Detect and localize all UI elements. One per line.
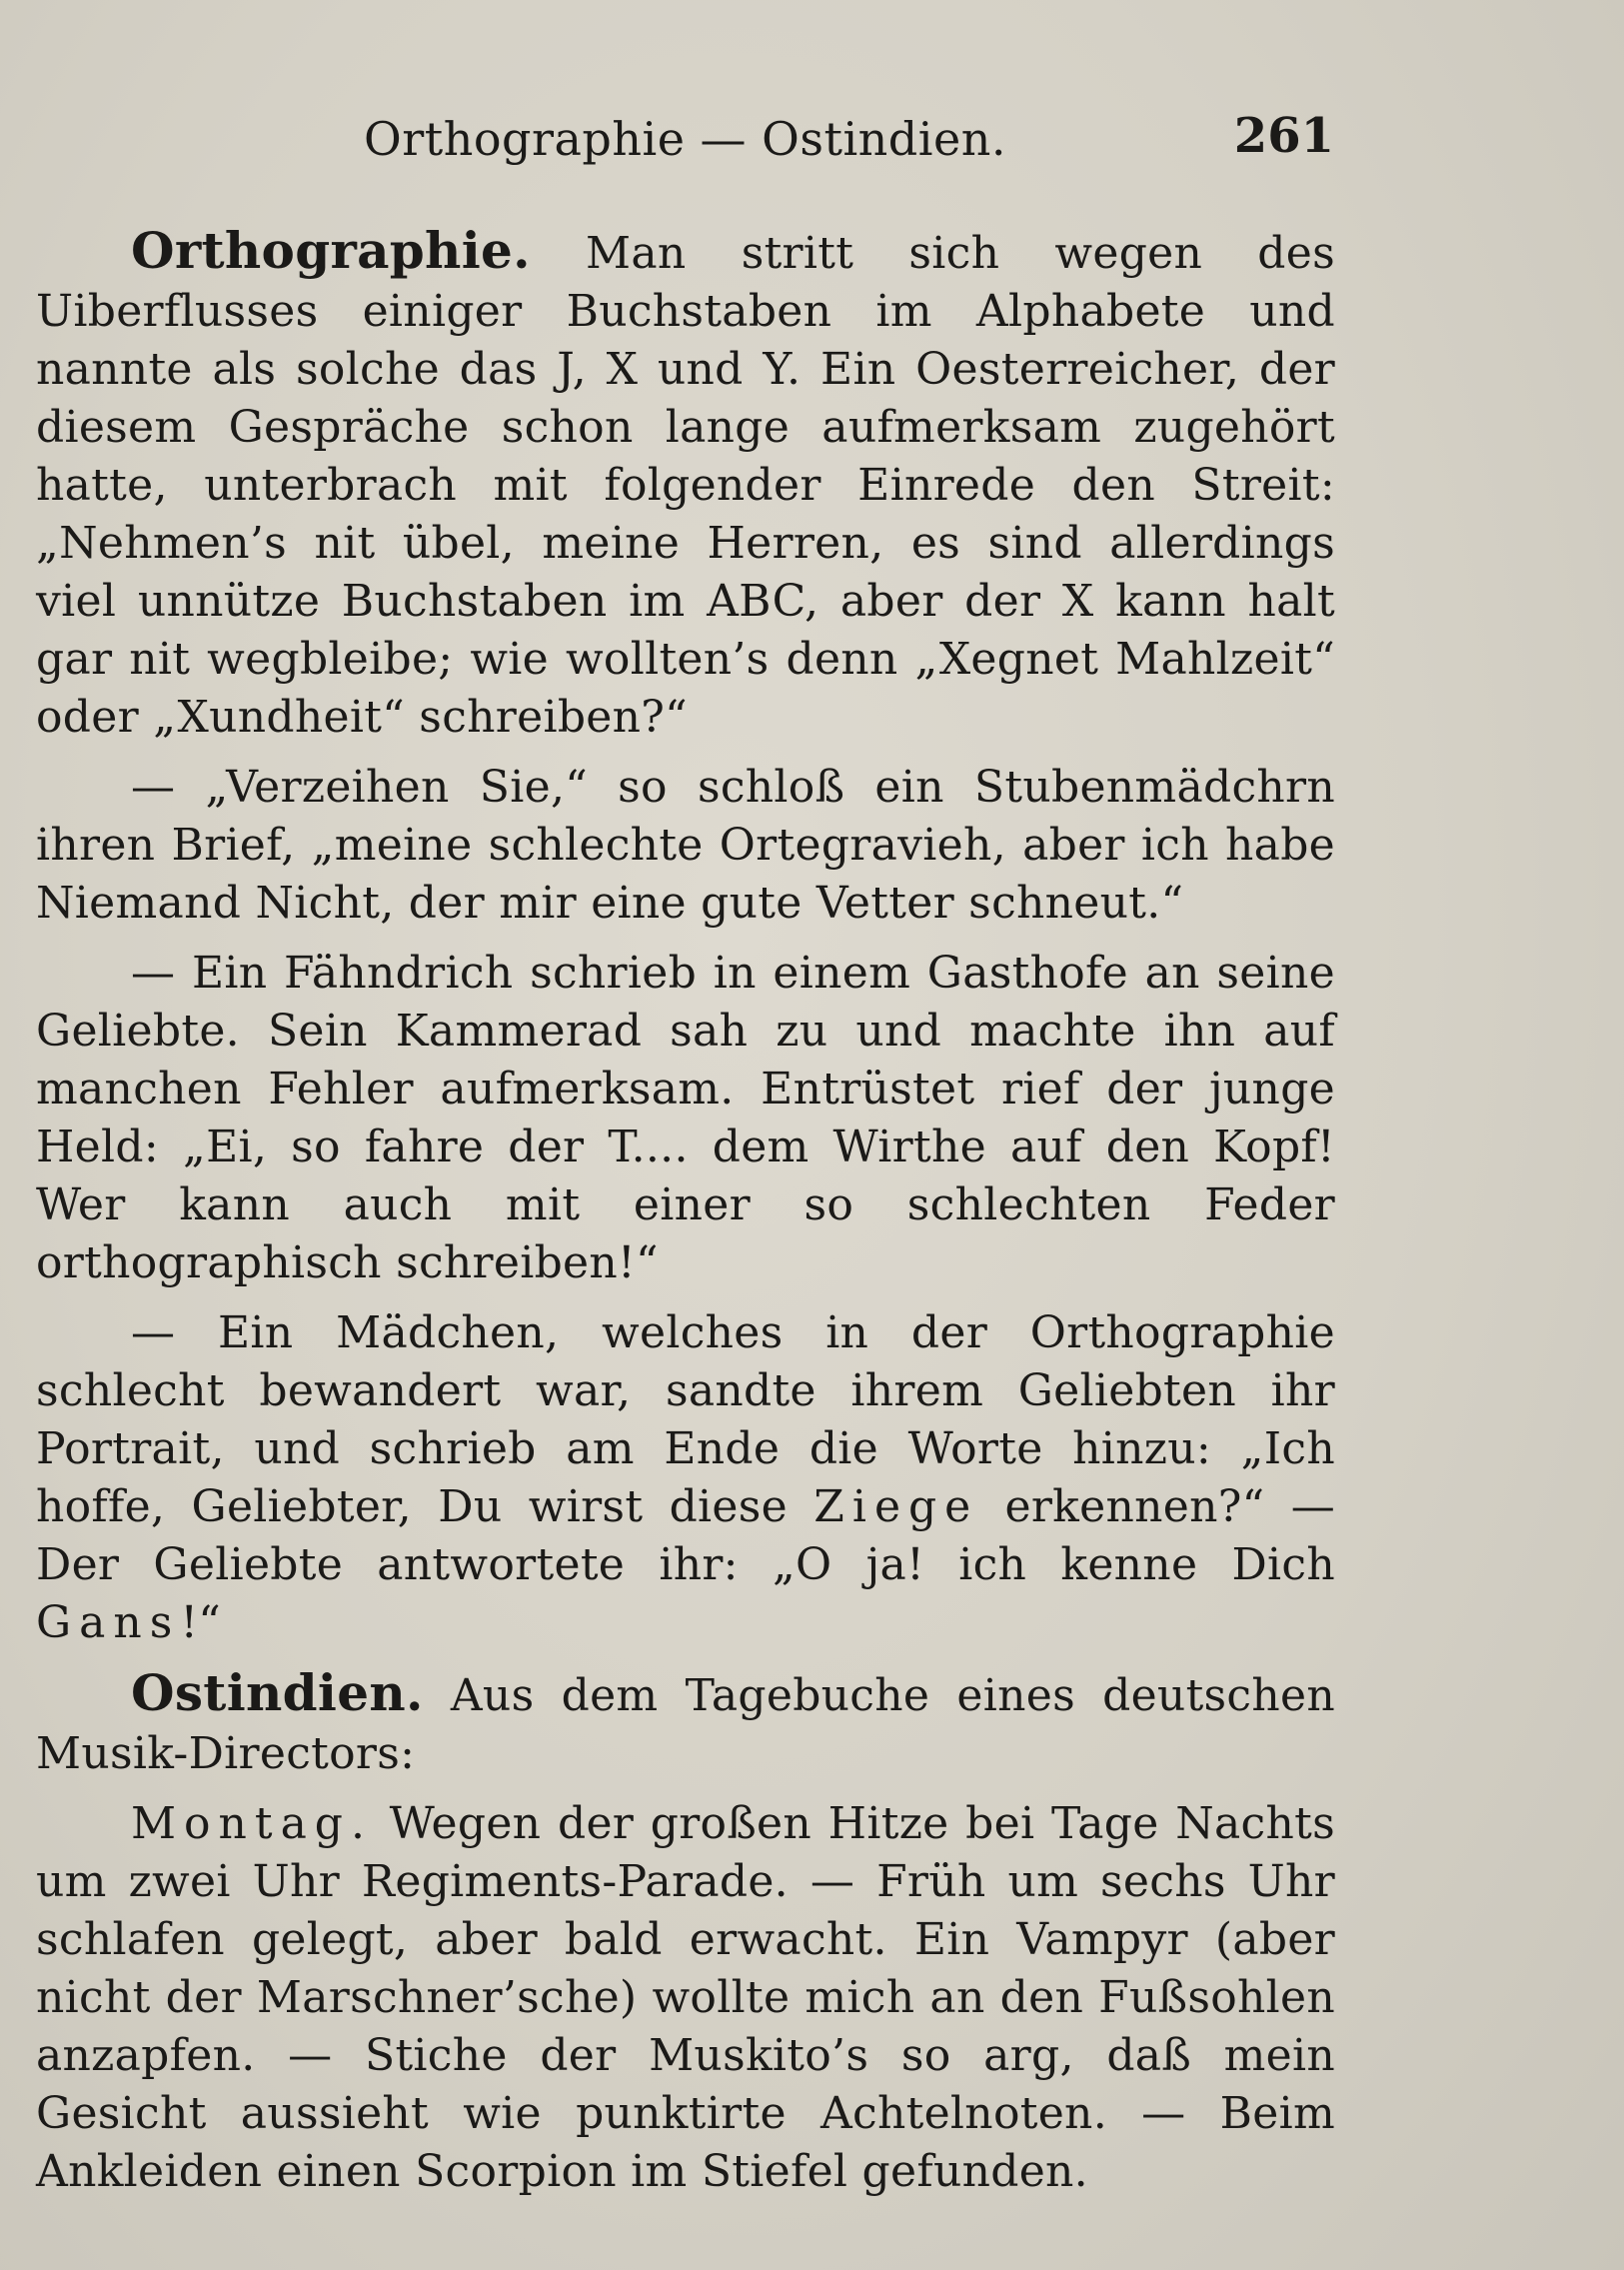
paragraph-text: — Ein Mädchen, welches in der Orthographie schlecht bewandert war, sandte ihrem Geliebten ihr Portrait, und schrieb am Ende die Worte hinzu: „Ich hoffe, Geliebter, Du wirst diese xyxy=(36,1307,1335,1532)
paragraph-text: Wegen der großen Hitze bei Tage Nachts um zwei Uhr Regiments-Parade. — Früh um sechs Uhr schlafen gelegt, aber bald erwacht. Ein Vampyr (aber nicht der Marschner’sche) wollte mich an den Fußsohlen anzapfen. — Stiche der Muskito’s so arg, daß mein Gesicht aussieht wie punktirte Achtelnoten. — Beim Ankleiden einen Scorpion im Stiefel gefunden. xyxy=(36,1798,1335,2197)
running-head: Orthographie — Ostindien. xyxy=(364,112,1006,166)
spaced-word: Gans xyxy=(36,1597,181,1648)
paragraph-orthographie xyxy=(36,222,1335,747)
paragraph-maedchen xyxy=(36,1304,1335,1652)
paragraph-text: erkennen?“ — Der Geliebte antwortete ihr: „O ja! ich kenne Dich xyxy=(36,1481,1335,1590)
spaced-word: Montag. xyxy=(131,1798,373,1849)
paragraph-text: Aus dem Tagebuche eines deutschen Musik-Directors: xyxy=(36,1670,1335,1779)
paragraph-stubenmaedchen xyxy=(36,759,1335,933)
paragraph-text: — „Verzeihen Sie,“ so schloß ein Stubenmädchrn ihren Brief, „meine schlechte Ortegravieh, aber ich habe Niemand Nicht, der mir eine gute Vetter schneut.“ xyxy=(36,762,1335,929)
spaced-word: Ziege xyxy=(813,1481,979,1532)
paragraph-text: — Ein Fähndrich schrieb in einem Gasthofe an seine Geliebte. Sein Kammerad sah zu und machte ihn auf manchen Fehler aufmerksam. Entrüstet rief der junge Held: „Ei, so fahre der T.... dem Wirthe auf den Kopf! Wer kann auch mit einer so schlechten Feder orthographisch schreiben!“ xyxy=(36,948,1335,1288)
text-block xyxy=(36,222,1335,2213)
paragraph-text: Man stritt sich wegen des Uiberflusses einiger Buchstaben im Alphabete und nannte als solche das J, X und Y. Ein Oesterreicher, der diesem Gespräche schon lange aufmerksam zugehört hatte, unterbrach mit folgender Einrede den Streit: „Nehmen’s nit übel, meine Herren, es sind allerdings viel unnütze Buchstaben im ABC, aber der X kann halt gar nit wegbleibe; wie wollten’s denn „Xegnet Mahlzeit“ oder „Xundheit“ schreiben?“ xyxy=(36,228,1335,743)
paragraph-montag xyxy=(36,1795,1335,2201)
entry-heading-orthographie: Orthographie. xyxy=(131,221,531,280)
paragraph-faehndrich xyxy=(36,945,1335,1292)
entry-heading-ostindien: Ostindien. xyxy=(131,1663,424,1722)
paragraph-ostindien xyxy=(36,1664,1335,1783)
page-number: 261 xyxy=(1233,108,1334,164)
paragraph-text: !“ xyxy=(180,1597,222,1648)
